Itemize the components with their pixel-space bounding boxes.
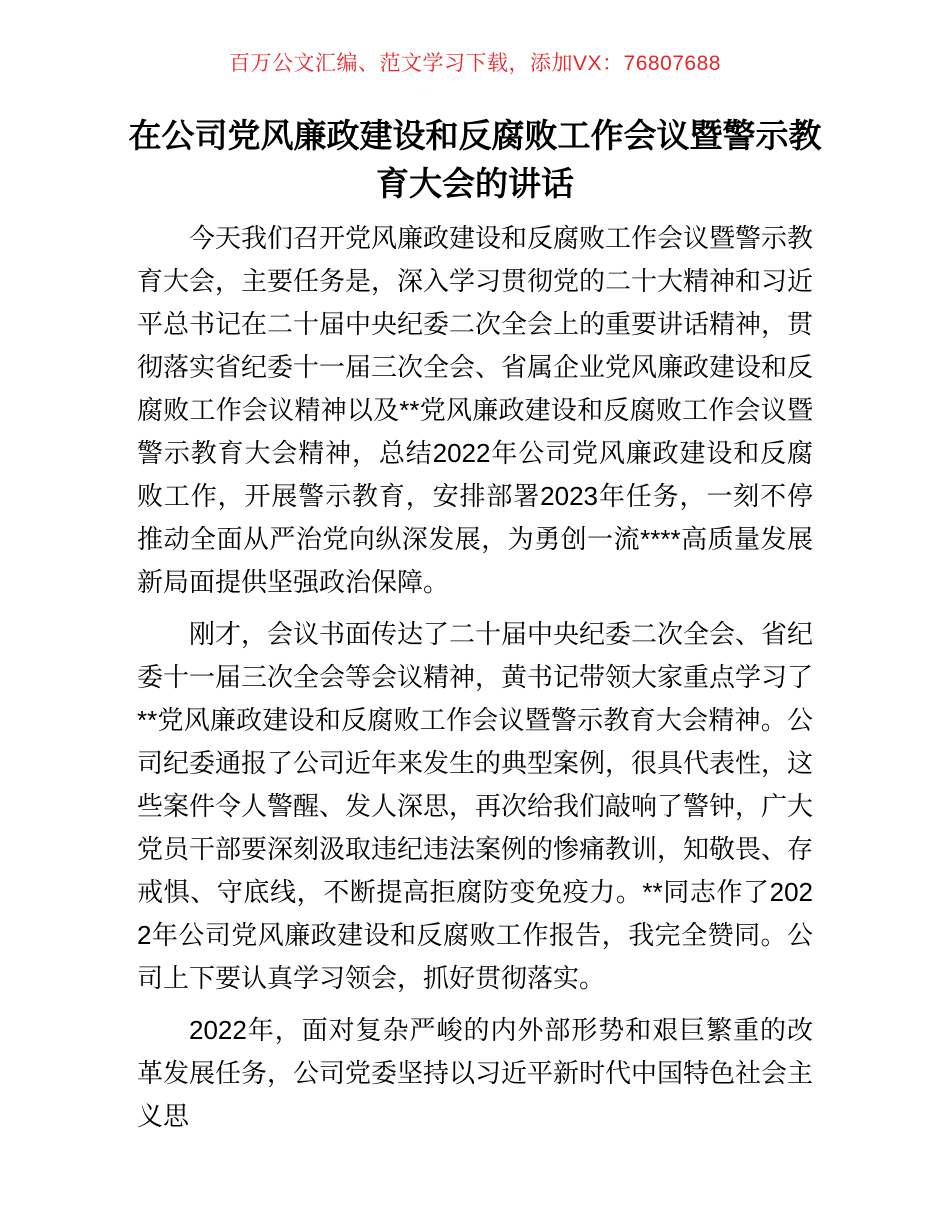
document-body — [137, 217, 813, 1138]
paragraph-2: 刚才，会议书面传达了二十届中央纪委二次全会、省纪委十一届三次全会等会议精神，黄书记带领大家重点学习了**党风廉政建设和反腐败工作会议暨警示教育大会精神。公司纪委通报了公司近年来发生的典型案例，很具代表性，这些案件令人警醒、发人深思，再次给我们敲响了警钟，广大党员干部要深刻汲取违纪违法案例的惨痛教训，知敬畏、存戒惧、守底线，不断提高拒腐防变免疫力。**同志作了2022年公司党风廉政建设和反腐败工作报告，我完全赞同。公司上下要认真学习领会，抓好贯彻落实。 — [137, 619, 814, 993]
paragraph-1: 今天我们召开党风廉政建设和反腐败工作会议暨警示教育大会，主要任务是，深入学习贯彻党的二十大精神和习近平总书记在二十届中央纪委二次全会上的重要讲话精神，贯彻落实省纪委十一届三次全会、省属企业党风廉政建设和反腐败工作会议精神以及**党风廉政建设和反腐败工作会议暨警示教育大会精神，总结2022年公司党风廉政建设和反腐败工作，开展警示教育，安排部署2023年任务，一刻不停推动全面从严治党向纵深发展，为勇创一流****高质量发展新局面提供坚强政治保障。 — [137, 223, 814, 597]
document-title: 在公司党风廉政建设和反腐败工作会议暨警示教育大会的讲话 — [128, 117, 822, 202]
paragraph-3: 2022年，面对复杂严峻的内外部形势和艰巨繁重的改革发展任务，公司党委坚持以习近平新时代中国特色社会主义思 — [137, 1015, 814, 1131]
promo-notice: 百万公文汇编、范文学习下载，添加VX：76807688 — [229, 52, 721, 75]
